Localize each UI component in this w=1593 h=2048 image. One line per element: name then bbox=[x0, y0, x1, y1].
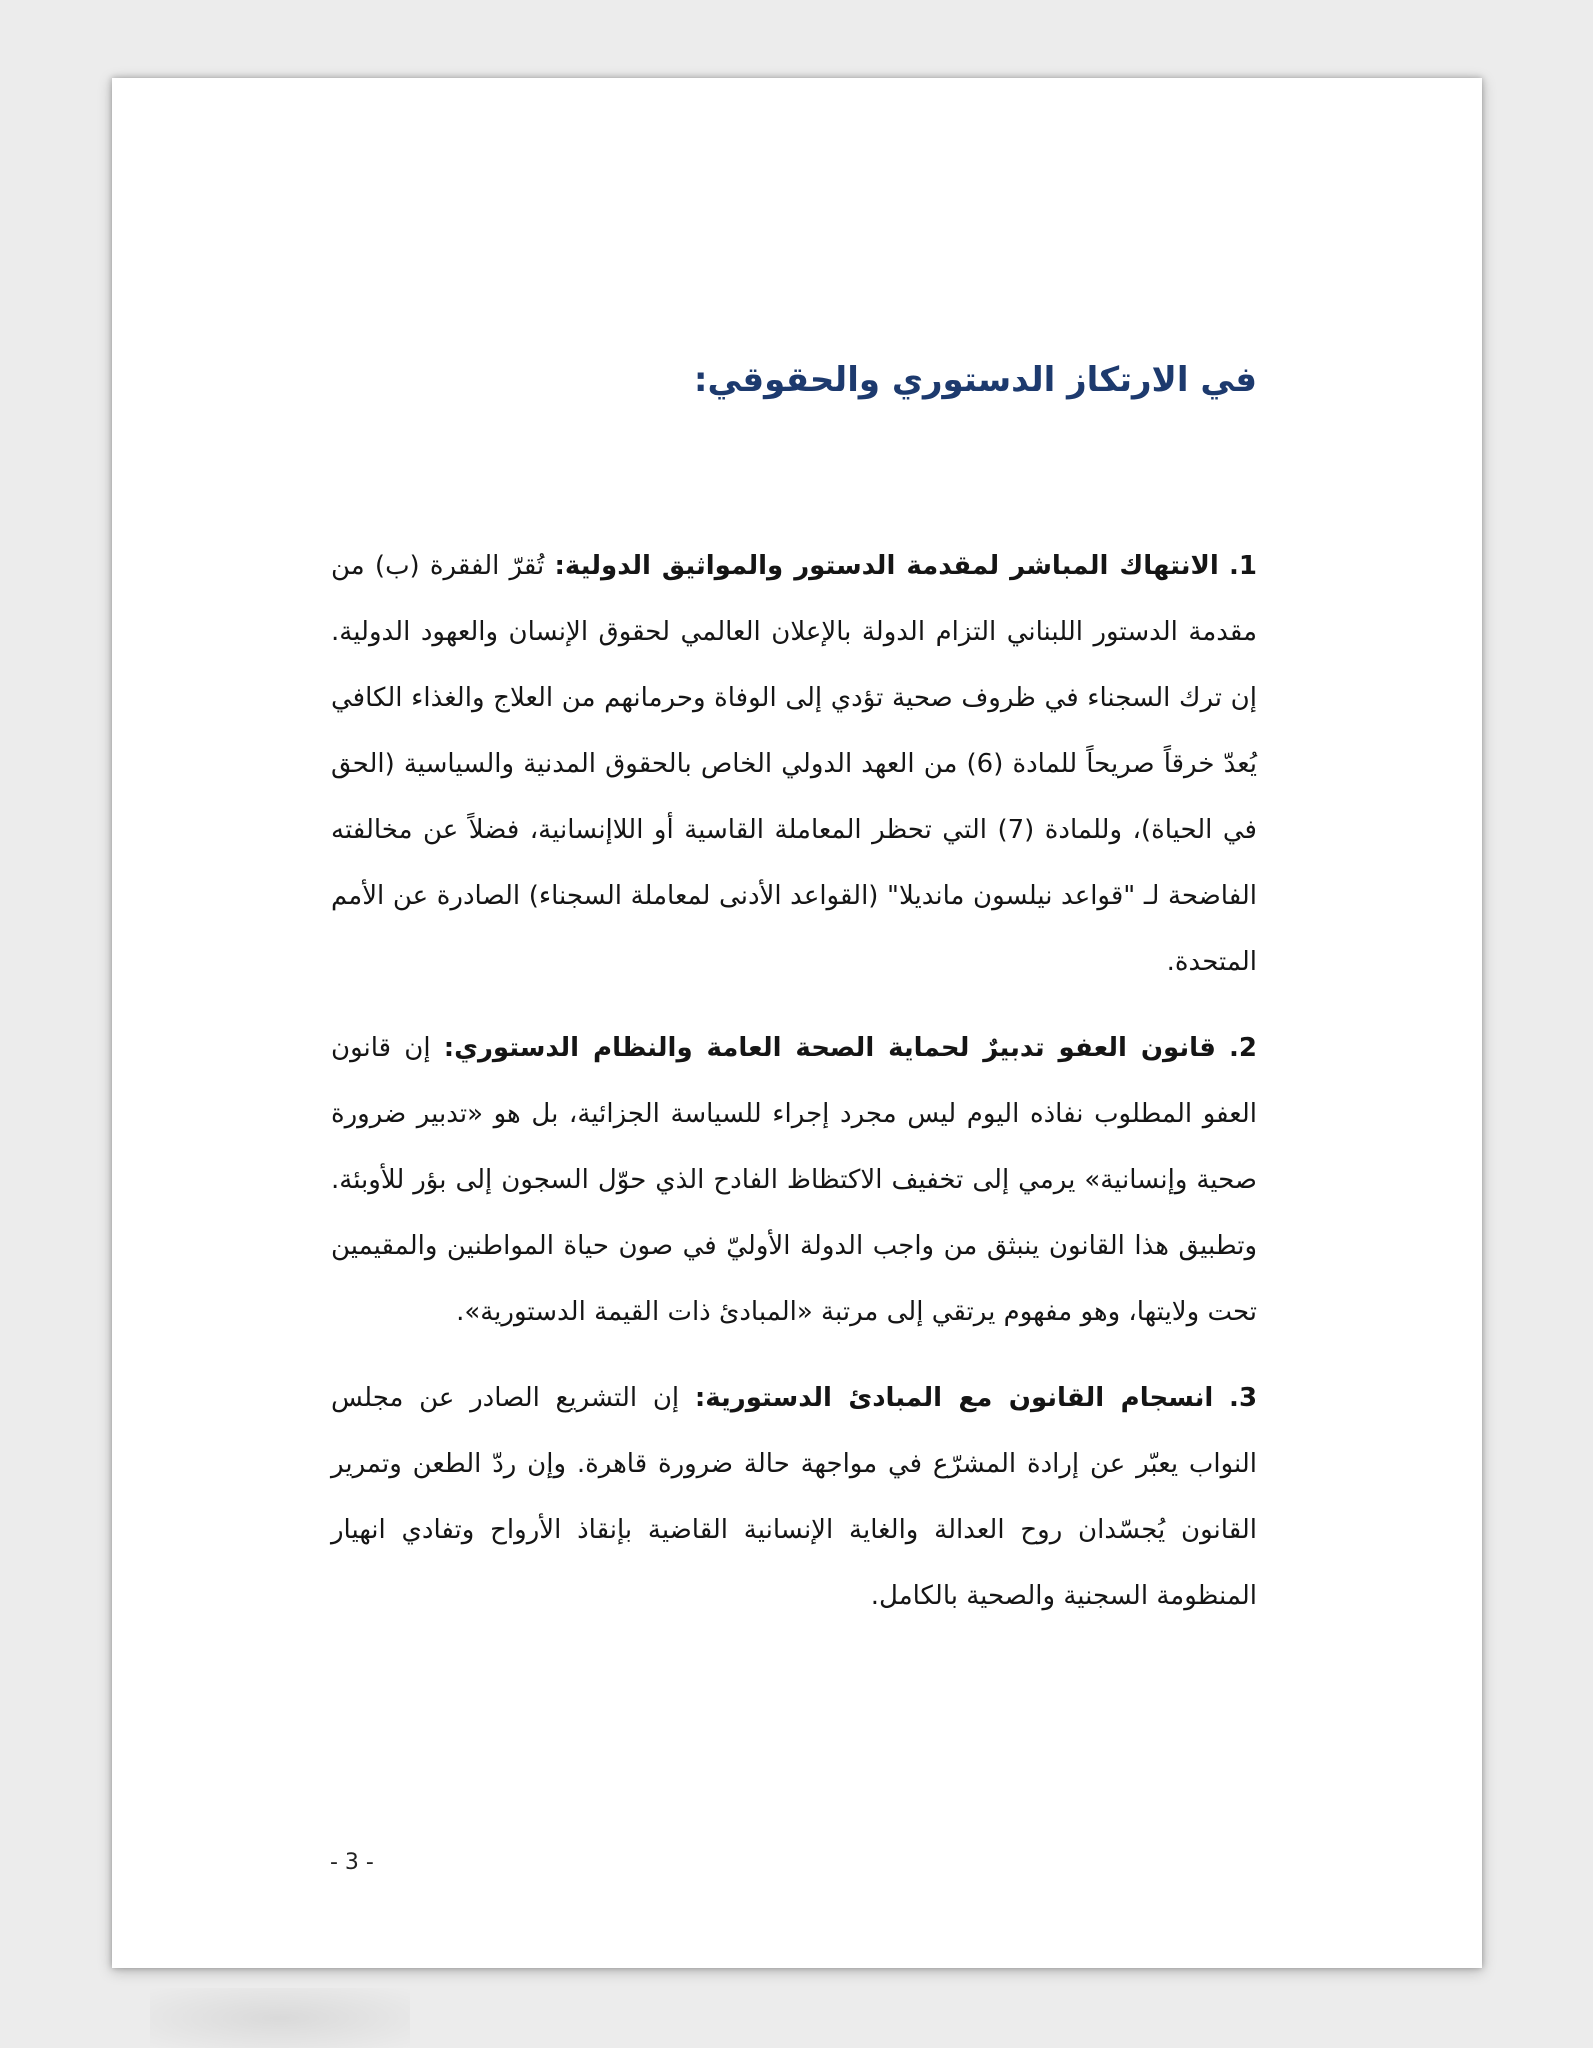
document-page bbox=[112, 78, 1482, 1968]
paragraph-3-lead: انسجام القانون مع المبادئ الدستورية: bbox=[694, 1383, 1214, 1413]
paragraph-3-text: إن التشريع الصادر عن مجلس النواب يعبّر عن إرادة المشرّع في مواجهة حالة ضرورة قاهرة. وإن ردّ الطعن وتمرير القانون يُجسّدان روح العدالة والغاية الإنسانية القاضية بإنقاذ الأرواح وتفادي انهيار المنظومة السجنية والصحية بالكامل. bbox=[331, 1383, 1257, 1611]
page-number: - 3 - bbox=[330, 1850, 374, 1875]
paragraph-2-lead: قانون العفو تدبيرٌ لحماية الصحة العامة والنظام الدستوري: bbox=[443, 1033, 1216, 1063]
paragraph-1-number: 1. bbox=[1229, 551, 1257, 581]
paragraph-2-number: 2. bbox=[1229, 1033, 1258, 1063]
paragraph-1 bbox=[331, 533, 1257, 995]
paragraph-2 bbox=[331, 1015, 1257, 1345]
scan-shadow bbox=[150, 1988, 410, 2048]
paragraph-1-lead: الانتهاك المباشر لمقدمة الدستور والمواثيق الدولية: bbox=[554, 551, 1219, 581]
paragraph-3 bbox=[331, 1365, 1257, 1629]
paragraph-3-number: 3. bbox=[1229, 1383, 1258, 1413]
paragraph-2-text: إن قانون العفو المطلوب نفاذه اليوم ليس مجرد إجراء للسياسة الجزائية، بل هو «تدبير ضرورة صحية وإنسانية» يرمي إلى تخفيف الاكتظاظ الفادح الذي حوّل السجون إلى بؤر للأوبئة. وتطبيق هذا القانون ينبثق من واجب الدولة الأوليّ في صون حياة المواطنين والمقيمين تحت ولايتها، وهو مفهوم يرتقي إلى مرتبة «المبادئ ذات القيمة الدستورية». bbox=[331, 1033, 1257, 1327]
section-heading: في الارتكاز الدستوري والحقوقي: bbox=[693, 360, 1257, 400]
paragraph-1-text: تُقرّ الفقرة (ب) من مقدمة الدستور اللبناني التزام الدولة بالإعلان العالمي لحقوق الإنسان والعهود الدولية. إن ترك السجناء في ظروف صحية تؤدي إلى الوفاة وحرمانهم من العلاج والغذاء الكافي يُعدّ خرقاً صريحاً للمادة (6) من العهد الدولي الخاص بالحقوق المدنية والسياسية (الحق في الحياة)، وللمادة (7) التي تحظر المعاملة القاسية أو اللاإنسانية، فضلاً عن مخالفته الفاضحة لـ "قواعد نيلسون مانديلا" (القواعد الأدنى لمعاملة السجناء) الصادرة عن الأمم المتحدة. bbox=[331, 551, 1258, 977]
document-body bbox=[331, 533, 1257, 1649]
